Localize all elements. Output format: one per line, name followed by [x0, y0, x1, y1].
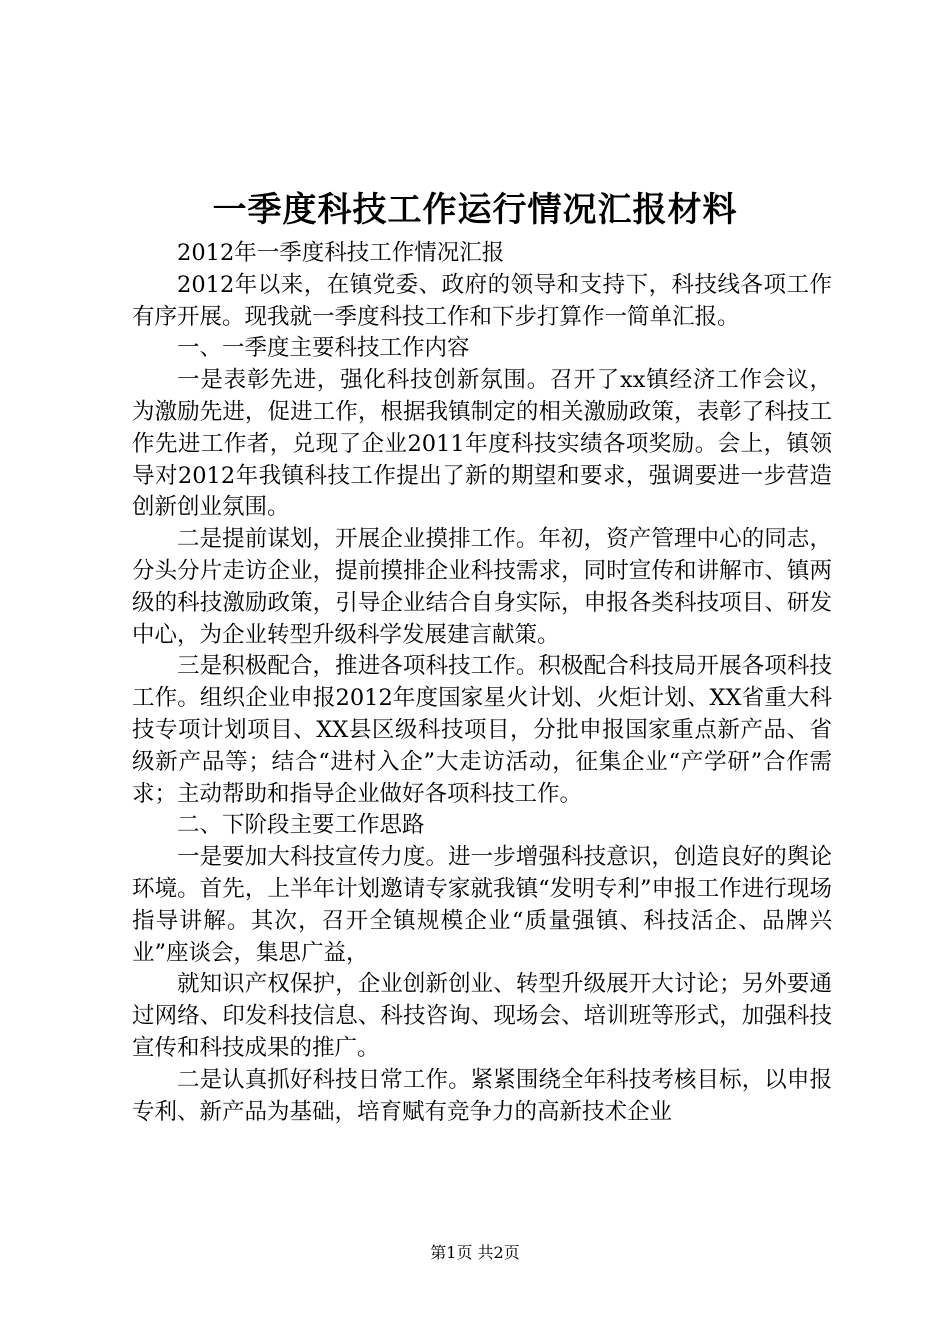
section-heading: 二、下阶段主要工作思路	[177, 812, 425, 839]
paragraph: 一是表彰先进，强化科技创新氛围。召开了xx镇经济工作会议，为激励先进，促进工作，根据我镇制定的相关激励政策，表彰了科技工作先进工作者，兑现了企业2011年度科技实绩各项奖励。会上，镇领导对2012年我镇科技工作提出了新的期望和要求，强调要进一步营造创新创业氛围。	[132, 367, 832, 521]
section-heading: 一、一季度主要科技工作内容	[177, 335, 470, 362]
paragraph: 二是认真抓好科技日常工作。紧紧围绕全年科技考核目标，以申报专利、新产品为基础，培育赋有竞争力的高新技术企业	[132, 1066, 832, 1125]
paragraph: 一是要加大科技宣传力度。进一步增强科技意识，创造良好的舆论环境。首先，上半年计划邀请专家就我镇“发明专利”申报工作进行现场指导讲解。其次，召开全镇规模企业“质量强镇、科技活企、品牌兴业”座谈会，集思广益，	[132, 844, 832, 966]
paragraph: 三是积极配合，推进各项科技工作。积极配合科技局开展各项科技工作。组织企业申报2012年度国家星火计划、火炬计划、XX省重大科技专项计划项目、XX县区级科技项目，分批申报国家重点新产品、省级新产品等；结合“进村入企”大走访活动，征集企业“产学研”合作需求；主动帮助和指导企业做好各项科技工作。	[132, 653, 832, 807]
paragraph: 就知识产权保护，企业创新创业、转型升级展开大讨论；另外要通过网络、印发科技信息、科技咨询、现场会、培训班等形式，加强科技宣传和科技成果的推广。	[132, 971, 832, 1061]
paragraph: 二是提前谋划，开展企业摸排工作。年初，资产管理中心的同志，分头分片走访企业，提前摸排企业科技需求，同时宣传和讲解市、镇两级的科技激励政策，引导企业结合自身实际，申报各类科技项目、研发中心，为企业转型升级科学发展建言献策。	[132, 526, 832, 648]
page-number-footer: 第1页 共2页	[430, 1243, 520, 1262]
paragraph: 2012年以来，在镇党委、政府的领导和支持下，科技线各项工作有序开展。现我就一季度科技工作和下步打算作一简单汇报。	[132, 271, 832, 330]
document-title: 一季度科技工作运行情况汇报材料	[212, 190, 738, 230]
document-body	[132, 238, 832, 1128]
paragraph: 2012年一季度科技工作情况汇报	[177, 240, 505, 266]
